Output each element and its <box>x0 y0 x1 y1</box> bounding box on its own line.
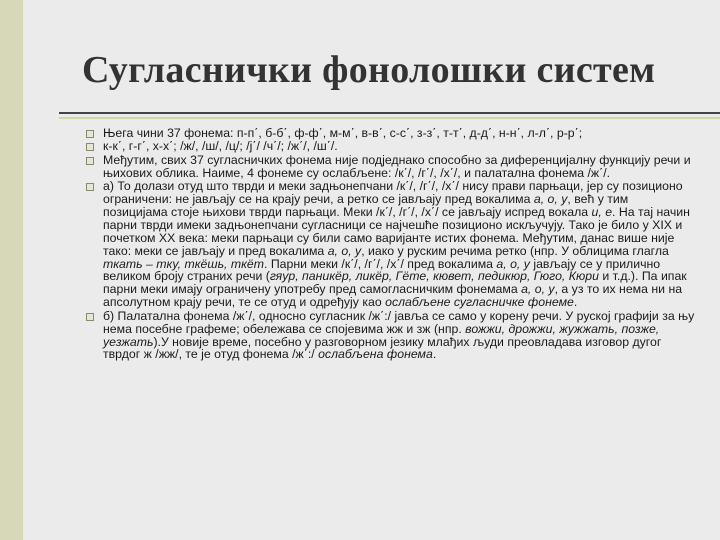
bullet-item <box>84 140 696 153</box>
bullet-text: Њега чини 37 фонема: п-п΄, б-б΄, ф-ф΄, м-м΄, в-в΄, с-с΄, з-з΄, т-т΄, д-д΄, н-н΄, л-л΄, р-р΄; <box>103 126 583 140</box>
bullet-italic-text: ткать – тку, ткёшь, ткёт <box>103 256 265 271</box>
bullet-square-icon <box>86 143 94 151</box>
bullet-italic-text: а, о, у <box>327 243 362 258</box>
bullet-italic-text: гяур, паникёр, ликёр, Гёте, кювет, педикюр, Гюго, Кюри <box>269 269 599 284</box>
bullet-text: , а уз то их нема ни на апсолутном крају речи, те се отуд и одређују као <box>103 282 683 310</box>
bullet-text: , већ у тим позицијама стоје њихови тврди парњаци. Меки /к΄/, /г΄/, /х΄/ се јављају испред вокала <box>103 192 629 219</box>
title-underline-dark <box>59 112 720 114</box>
bullet-italic-text: и, е <box>591 204 613 219</box>
bullet-item <box>84 154 696 180</box>
bullet-italic-text: а, о, у <box>521 282 555 297</box>
bullet-text: б) Палатална фонема /ж΄/, односно сугласник /ж΄:/ јавља се само у корену речи. У руској графији за њу нема посебне графеме; обележава се спојевима жж и зж (нпр. <box>103 308 695 336</box>
bullet-item <box>84 180 696 309</box>
bullet-item <box>84 127 696 140</box>
bullet-text: ).У новије време, посебно у разговорном језику млађих људи преовладава изговор дугог тврдог ж /жж/, те је отуд фонема /ж΄:/ <box>103 334 662 362</box>
bullet-square-icon <box>86 183 94 191</box>
bullet-text: јављају се у прилично великом броју страних речи ( <box>103 256 661 284</box>
bullet-text: , иако у руским речима ретко (нпр. У облицима глагла <box>361 243 669 258</box>
bullet-text: . <box>573 295 578 310</box>
bullet-italic-text: вожжи, дрожжи, жужжать, позже, уезжать <box>103 321 660 349</box>
bullet-square-icon <box>86 130 94 138</box>
slide-title: Сугласнички фонолошки систем <box>82 49 656 91</box>
bullet-text: и т.д.). Па ипак парни меки имају ограничену употребу пред самогласничким фонемама <box>103 269 687 297</box>
bullet-text: к-к΄, г-г΄, х-х΄; /ж/, /ш/, /ц/; /ј΄/ /ч΄/; /ж΄/, /ш΄/. <box>103 139 338 154</box>
title-underline-light <box>59 117 720 119</box>
decorative-side-bar <box>0 0 23 540</box>
bullet-text: . Парни меки /к΄/, /г΄/, /х΄/ пред вокалима <box>264 256 497 271</box>
bullet-italic-text: ослабљене сугласничке фонеме <box>385 295 574 310</box>
bullet-italic-text: а, о, у <box>496 256 530 271</box>
bullet-square-icon <box>86 313 94 321</box>
bullet-text: . <box>432 347 437 362</box>
bullet-text: . На тај начин парни тврди имеки задњонепчани сугласници се најчешће позиционо искључују. Тако је било у XIX и почетком XX века: меки парњаци су били само варијанте истих фонема. Међутим, данас више није тако: меки се јављају и пред вокалима <box>103 204 690 258</box>
bullet-italic-text: ослабљена фонема <box>318 347 433 362</box>
bullet-italic-text: а, о, у <box>533 192 568 207</box>
bullet-item <box>84 310 696 362</box>
bullet-text: Међутим, свих 37 сугласничких фонема није подједнако способно за диференцијалну функцију речи и њихових облика. Наиме, 4 фонеме су ослабљене: /к΄/, /г΄/, /х΄/, и палатална фонема /ж΄/. <box>103 152 691 180</box>
bullet-square-icon <box>86 157 94 165</box>
bullet-list <box>84 127 696 362</box>
bullet-text: а) То долази отуд што тврди и меки задњонепчани /к΄/, /г΄/, /х΄/ нису прави парњаци, јер су позиционо ограничени: не јављају се на крају речи, а ретко се јављају пред вокалима <box>103 179 683 207</box>
